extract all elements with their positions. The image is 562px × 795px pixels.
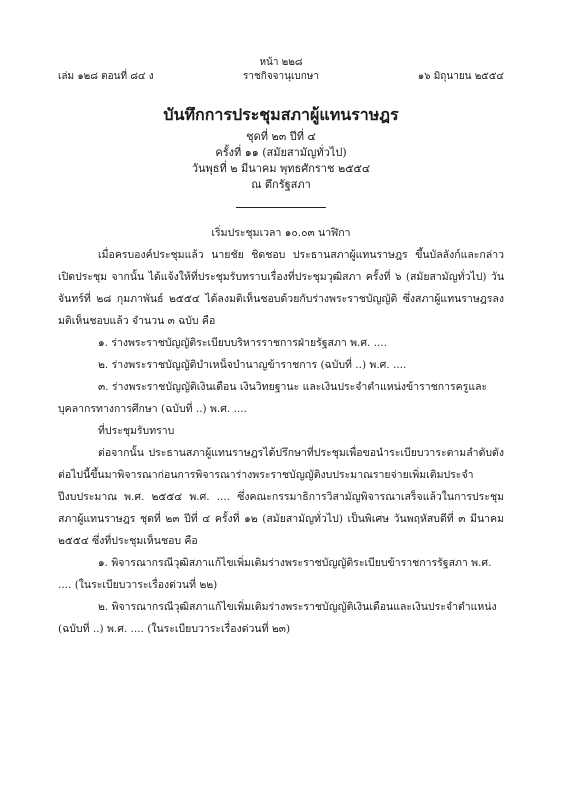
agenda-item-1: ๑. พิจารณากรณีวุฒิสภาแก้ไขเพิ่มเติมร่างพระราชบัญญัติระเบียบข้าราชการรัฐสภา พ.ศ. .... (ในระเบียบวาระเรื่องด่วนที่ ๒๒) xyxy=(58,557,492,591)
agenda-item-2: ๒. พิจารณากรณีวุฒิสภาแก้ไขเพิ่มเติมร่างพระราชบัญญัติเงินเดือนและเงินประจำตำแหน่ง (ฉบับที่ ..) พ.ศ. .... (ในระเบียบวาระเรื่องด่วนที่ ๒๓) xyxy=(58,601,497,635)
publication-name: ราชกิจจานุเบกษา xyxy=(242,71,320,82)
minutes-body xyxy=(58,222,504,640)
publication-date: ๑๖ มิถุนายน ๒๕๕๔ xyxy=(417,71,504,82)
agenda-paragraph: ต่อจากนั้น ประธานสภาผู้แทนราษฎรได้ปรึกษาที่ประชุมเพื่อขอนำระเบียบวาระตามลำดับดังต่อไปนี้ขึ้นมาพิจารณาก่อนการพิจารณาร่างพระราชบัญญัติงบประมาณรายจ่ายเพิ่มเติมประจำปีงบประมาณ พ.ศ. ๒๕๕๔ พ.ศ. .... ซึ่งคณะกรรมาธิการวิสามัญพิจารณาเสร็จแล้วในการประชุมสภาผู้แทนราษฎร ชุดที่ ๒๓ ปีที่ ๔ ครั้งที่ ๑๒ (สมัยสามัญทั่วไป) เป็นพิเศษ วันพฤหัสบดีที่ ๓ มีนาคม ๒๕๕๔ ซึ่งที่ประชุมเห็นชอบ คือ xyxy=(58,447,504,547)
gazette-header xyxy=(58,70,504,84)
bill-item-3: ๓. ร่างพระราชบัญญัติเงินเดือน เงินวิทยฐานะ และเงินประจำตำแหน่งข้าราชการครูและบุคลากรทางการศึกษา (ฉบับที่ ..) พ.ศ. .... xyxy=(58,381,488,415)
opening-paragraph: เมื่อครบองค์ประชุมแล้ว นายชัย ชิดชอบ ประธานสภาผู้แทนราษฎร ขึ้นบัลลังก์และกล่าวเปิดประชุม จากนั้น ได้แจ้งให้ที่ประชุมรับทราบเรื่องที่ประชุมวุฒิสภา ครั้งที่ ๖ (สมัยสามัญทั่วไป) วันจันทร์ที่ ๒๘ กุมภาพันธ์ ๒๕๕๔ ได้ลงมติเห็นชอบด้วยกับร่างพระราชบัญญัติ ซึ่งสภาผู้แทนราษฎรลงมติเห็นชอบแล้ว จำนวน ๓ ฉบับ คือ xyxy=(58,249,504,327)
page-number: หน้า ๒๒๘ xyxy=(259,57,303,68)
acknowledged-note: ที่ประชุมรับทราบ xyxy=(98,425,175,437)
bill-item-2: ๒. ร่างพระราชบัญญัติบำเหน็จบำนาญข้าราชการ (ฉบับที่ ..) พ.ศ. .... xyxy=(98,359,407,371)
title-divider xyxy=(236,207,326,208)
meeting-venue: ณ ตึกรัฐสภา xyxy=(251,178,311,191)
document-title: บันทึกการประชุมสภาผู้แทนราษฎร xyxy=(163,105,399,124)
volume-issue: เล่ม ๑๒๘ ตอนที่ ๘๔ ง xyxy=(58,71,154,82)
title-block xyxy=(0,104,562,193)
meeting-number: ครั้งที่ ๑๑ (สมัยสามัญทั่วไป) xyxy=(215,146,347,159)
bill-item-1: ๑. ร่างพระราชบัญญัติระเบียบบริหารราชการฝ่ายรัฐสภา พ.ศ. .... xyxy=(98,337,388,349)
start-time: เริ่มประชุมเวลา ๑๐.๐๓ นาฬิกา xyxy=(211,227,351,239)
meeting-date: วันพุธที่ ๒ มีนาคม พุทธศักราช ๒๕๕๔ xyxy=(191,162,371,175)
session-series: ชุดที่ ๒๓ ปีที่ ๔ xyxy=(246,130,316,143)
